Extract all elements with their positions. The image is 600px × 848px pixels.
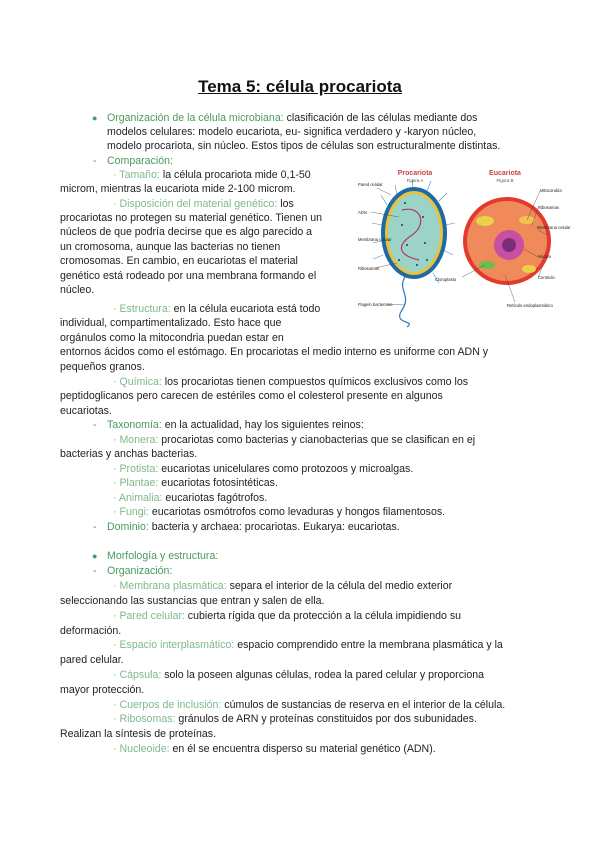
term-text: separa el interior de la célula del medio exterior	[226, 580, 453, 592]
paragraph-line	[113, 462, 413, 476]
label-reticulo: Retículo endoplasmático	[507, 303, 553, 308]
paragraph-line	[113, 668, 484, 682]
paragraph-line: modelo procariota, sin núcleo. Estos tipos de células son estructuralmente distintas.	[107, 140, 501, 152]
term-text: solo la poseen algunas células, rodea la pared celular y proporciona	[161, 669, 485, 681]
paragraph-line	[113, 698, 505, 712]
label-membrana-proc: Membrana celular	[358, 237, 392, 242]
paragraph-line: núcleo.	[60, 284, 95, 296]
label-membrana-euc: Membrana celular	[537, 225, 571, 230]
dash-marker: -	[93, 419, 97, 431]
label-ribosomas-euc: Ribosomas	[538, 205, 559, 210]
bullet-icon: ●	[92, 113, 98, 123]
term-label: · Tamaño:	[113, 169, 160, 181]
paragraph-line	[113, 491, 267, 505]
paragraph-line: procariotas no protegen su material genético. Tienen un	[60, 212, 323, 224]
term-label: · Membrana plasmática:	[113, 580, 227, 592]
term-label: · Pared celular:	[113, 610, 185, 622]
term-text: cubierta rígida que da protección a la célula impidiendo su	[184, 610, 462, 622]
paragraph-line: deformación.	[60, 625, 122, 637]
label-nucleo: Núcleo	[538, 254, 552, 259]
bullet-icon: ●	[92, 551, 98, 561]
dash-marker: -	[93, 565, 97, 577]
subheading-organizacion: Organización:	[107, 565, 173, 577]
term-label: Dominio:	[107, 521, 149, 533]
label-mitocondria: Mitocondria	[540, 188, 562, 193]
cell-comparison-figure	[357, 165, 571, 331]
paragraph-line: cromosomas. En cambio, en eucariotas el material	[60, 255, 298, 267]
paragraph-line: bacterias y anchas bacterias.	[60, 448, 198, 460]
term-text: espacio comprendido entre la membrana plasmática y la	[234, 639, 503, 651]
paragraph-line: entornos ácidos como el estómago. En procariotas el medio interno es uniforme con ADN y	[60, 346, 489, 358]
term-text: gránulos de ARN y proteínas constituidos por dos subunidades.	[175, 713, 477, 725]
paragraph-line	[113, 197, 294, 211]
term-text: eucariotas unicelulares como protozoos y microalgas.	[158, 463, 414, 475]
paragraph-line: orgánulos como la mitocondria puedan estar en	[60, 332, 284, 344]
paragraph-line: genético está rodeado por una membrana formando el	[60, 270, 317, 282]
paragraph-line	[113, 476, 278, 490]
paragraph-line: núcleos de que podría decirse que es algo parecido a	[60, 226, 313, 238]
term-text: la célula procariota mide 0,1-50	[159, 169, 311, 181]
term-text: en él se encuentra disperso su material genético (ADN).	[169, 743, 436, 755]
term-label: · Estructura:	[113, 303, 171, 315]
paragraph-line: eucariotas.	[60, 405, 112, 417]
term-text: eucariotas fotosintéticas.	[158, 477, 278, 489]
section-heading-morfologia: Morfología y estructura:	[107, 550, 219, 562]
paragraph-line: pared celular.	[60, 654, 124, 666]
term-text: en la actualidad, hay los siguientes reinos:	[161, 419, 364, 431]
dash-marker: -	[93, 521, 97, 533]
term-text: los procariotas tienen compuestos químicos exclusivos como los	[161, 376, 469, 388]
figure-title-eukaryote: Eucariota	[489, 170, 521, 177]
paragraph-line: microm, mientras la eucariota mide 2-100 microm.	[60, 183, 296, 195]
term-text: en la célula eucariota está todo	[170, 303, 321, 315]
paragraph-line: mayor protección.	[60, 684, 145, 696]
paragraph-line	[107, 520, 400, 534]
paragraph-line	[113, 168, 311, 182]
term-label: Organización de la célula microbiana:	[107, 112, 284, 124]
paragraph-line	[113, 433, 475, 447]
paragraph-line	[113, 579, 452, 593]
paragraph-line	[113, 638, 503, 652]
figure-sub-prokaryote: Figura A	[406, 178, 424, 183]
dash-marker: -	[93, 155, 97, 167]
paragraph-line: Realizan la síntesis de proteínas.	[60, 728, 217, 740]
term-label: · Ribosomas:	[113, 713, 176, 725]
term-text: eucariotas fagótrofos.	[162, 492, 268, 504]
label-pared-celular: Pared celular	[358, 182, 383, 187]
figure-title-prokaryote: Procariota	[397, 170, 433, 177]
term-label: · Espacio interplasmático:	[113, 639, 235, 651]
term-label: · Cuerpos de inclusión:	[113, 699, 222, 711]
paragraph-line	[107, 111, 477, 125]
subheading-comparacion: Comparación:	[107, 155, 173, 167]
term-label: Taxonomía:	[107, 419, 162, 431]
paragraph-line	[113, 375, 468, 389]
label-flagelo: Flagelo bacteriano	[358, 302, 393, 307]
cell-diagram-svg	[357, 165, 571, 331]
term-text: eucariotas osmótrofos como levaduras y hongos filamentosos.	[148, 506, 446, 518]
term-label: · Cápsula:	[113, 669, 162, 681]
paragraph-line	[113, 505, 445, 519]
paragraph-line	[113, 742, 436, 756]
term-text: bacteria y archaea: procariotas. Eukarya: eucariotas.	[148, 521, 400, 533]
term-text: clasificación de las células mediante dos	[283, 112, 478, 124]
paragraph-line: modelos celulares: modelo eucariota, eu- significa verdadero y -karyon núcleo,	[107, 126, 477, 138]
page-title: Tema 5: célula procariota	[198, 77, 402, 96]
term-text: los	[277, 198, 294, 210]
paragraph-line: peptidoglicanos pero carecen de estériles como el colesterol presente en algunos	[60, 390, 443, 402]
label-centriolo: Centriolo	[538, 275, 555, 280]
term-label: · Animalia:	[113, 492, 163, 504]
term-label: · Fungi:	[113, 506, 149, 518]
paragraph-line	[107, 418, 364, 432]
figure-sub-eukaryote: Figura B	[496, 178, 514, 183]
term-label: · Nucleoide:	[113, 743, 170, 755]
term-label: · Monera:	[113, 434, 159, 446]
term-text: cúmulos de sustancias de reserva en el interior de la célula.	[221, 699, 506, 711]
paragraph-line: pequeños granos.	[60, 361, 145, 373]
paragraph-line	[113, 712, 477, 726]
term-label: · Plantae:	[113, 477, 159, 489]
label-cloroplasto: Cloroplasto	[435, 277, 457, 282]
term-label: · Química:	[113, 376, 162, 388]
paragraph-line: un cromosoma, aunque las bacterias no tienen	[60, 241, 281, 253]
paragraph-line: individual, compartimentalizado. Esto hace que	[60, 317, 282, 329]
term-label: · Disposición del material genético:	[113, 198, 278, 210]
term-text: procariotas como bacterias y cianobacterias que se clasifican en ej	[158, 434, 476, 446]
paragraph-line	[113, 302, 320, 316]
label-ribosomas-proc: Ribosomas	[358, 266, 379, 271]
term-label: · Protista:	[113, 463, 159, 475]
paragraph-line: seleccionando las sustancias que entran y salen de ella.	[60, 595, 325, 607]
label-adn: ADN	[358, 210, 367, 215]
paragraph-line	[113, 609, 461, 623]
